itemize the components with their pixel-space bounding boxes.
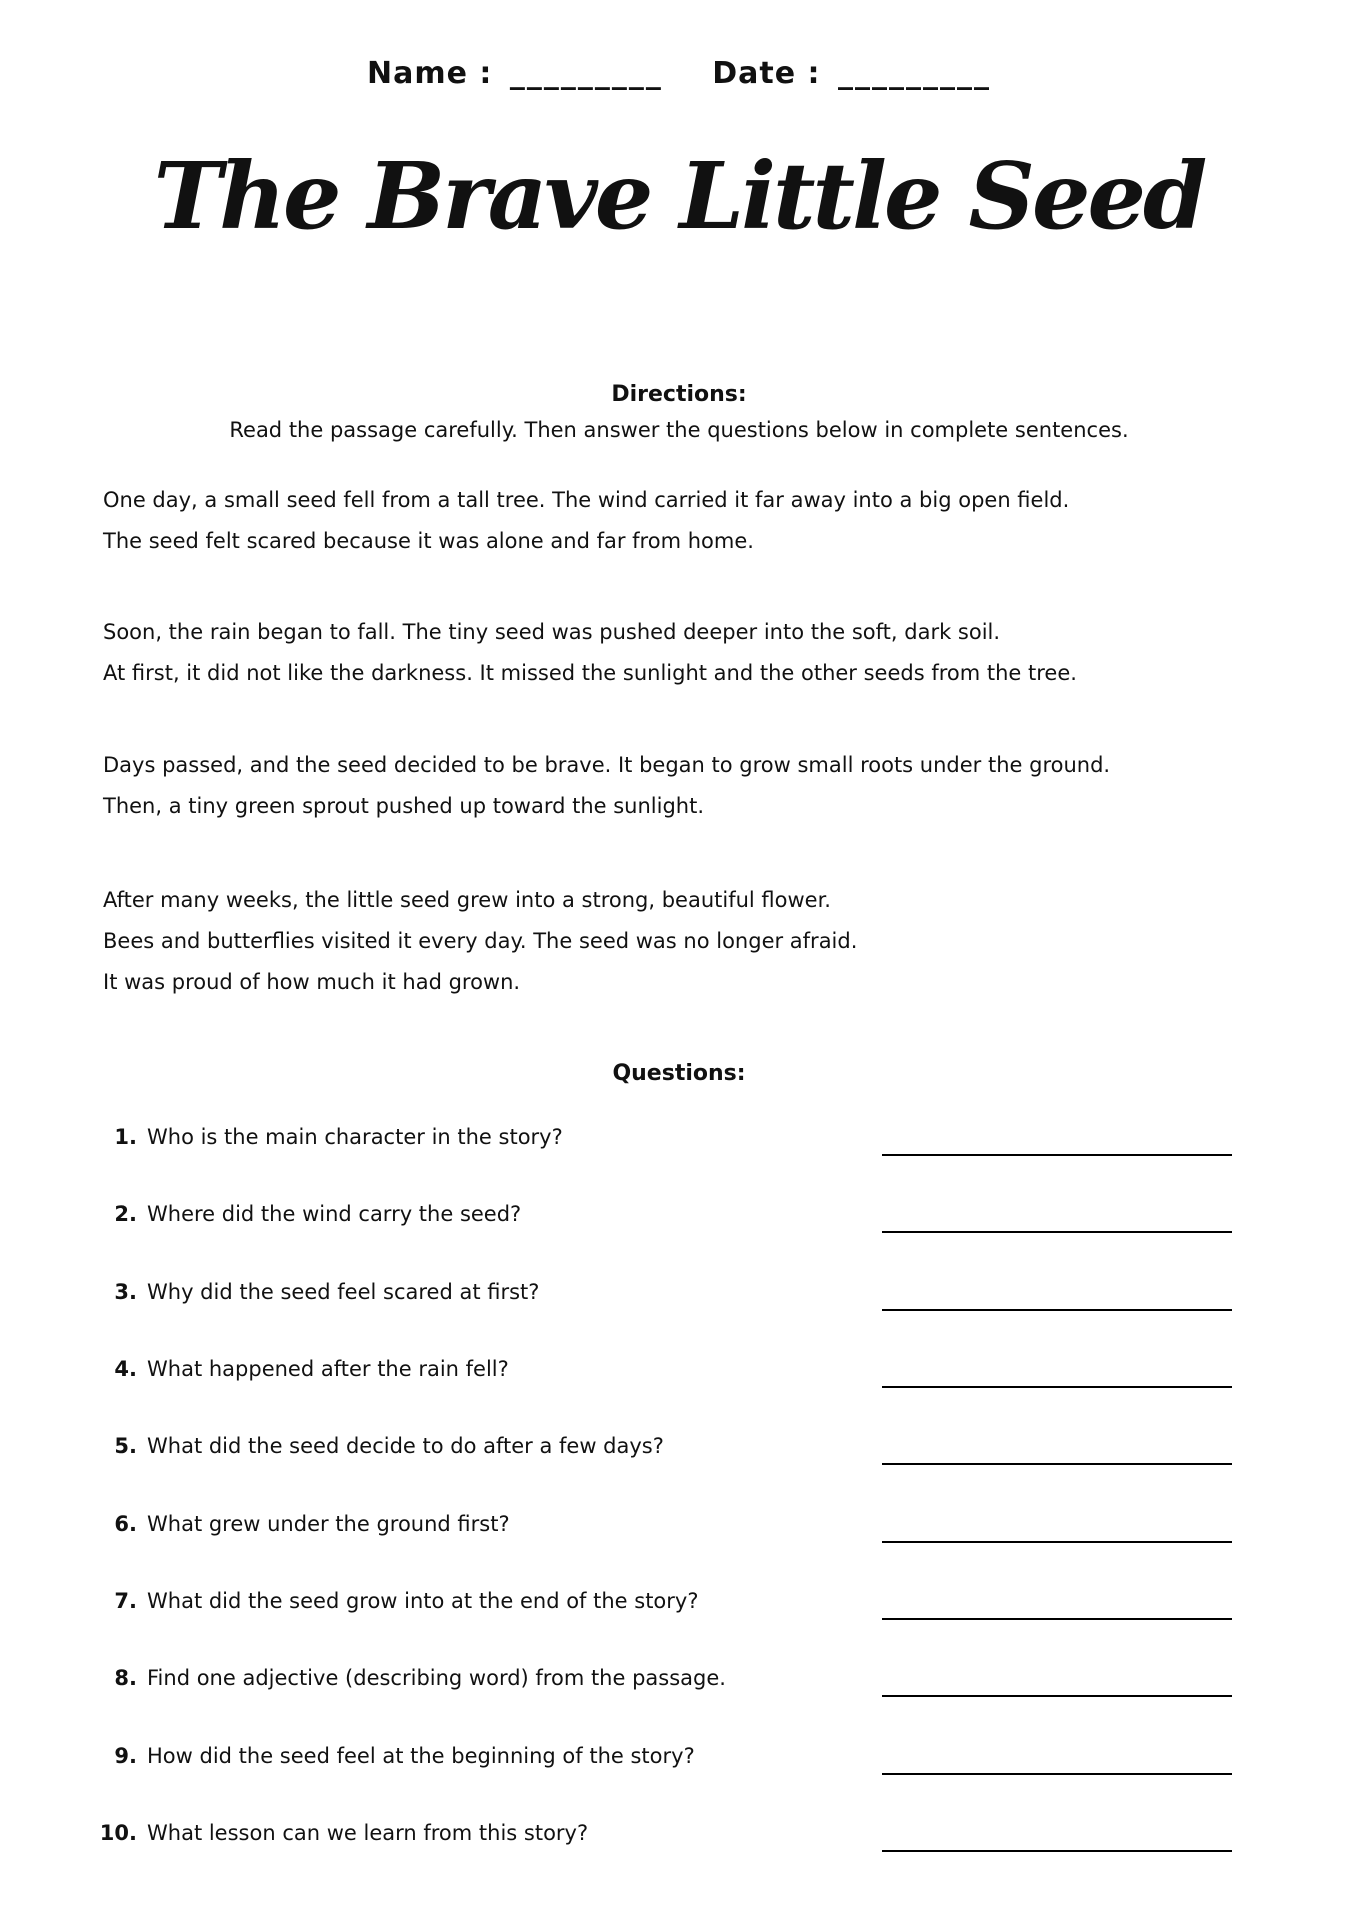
question-number: 7.	[114, 1589, 137, 1613]
passage-line: One day, a small seed fell from a tall tree. The wind carried it far away into a big open field.	[103, 488, 1070, 512]
question-text: How did the seed feel at the beginning of the story?	[147, 1744, 695, 1768]
passage-paragraph	[103, 880, 857, 1003]
question-row	[0, 1821, 1358, 1865]
question-row	[0, 1666, 1358, 1710]
question-number: 3.	[114, 1280, 137, 1304]
passage-line: It was proud of how much it had grown.	[103, 970, 521, 994]
passage-line: Days passed, and the seed decided to be brave. It began to grow small roots under the ground.	[103, 753, 1111, 777]
answer-line[interactable]	[882, 1386, 1232, 1388]
question-number: 5.	[114, 1434, 137, 1458]
passage-paragraph	[103, 480, 1069, 562]
questions-heading: Questions:	[612, 1061, 746, 1086]
question-number: 1.	[114, 1125, 137, 1149]
question-number: 9.	[114, 1744, 137, 1768]
question-row	[0, 1357, 1358, 1401]
answer-line[interactable]	[882, 1695, 1232, 1697]
passage-paragraph	[103, 745, 1110, 827]
answer-line[interactable]	[882, 1850, 1232, 1852]
passage-line: The seed felt scared because it was alone and far from home.	[103, 529, 754, 553]
question-text: Who is the main character in the story?	[147, 1125, 563, 1149]
date-blank[interactable]: _________	[838, 56, 992, 91]
question-number: 10.	[99, 1821, 137, 1845]
name-blank[interactable]: _________	[509, 56, 663, 91]
passage-paragraph	[103, 612, 1077, 694]
question-number: 2.	[114, 1202, 137, 1226]
question-text: What happened after the rain fell?	[147, 1357, 509, 1381]
question-row	[0, 1280, 1358, 1324]
question-row	[0, 1202, 1358, 1246]
question-row	[0, 1589, 1358, 1633]
answer-line[interactable]	[882, 1463, 1232, 1465]
answer-line[interactable]	[882, 1773, 1232, 1775]
date-label: Date :	[712, 56, 821, 91]
answer-line[interactable]	[882, 1154, 1232, 1156]
answer-line[interactable]	[882, 1618, 1232, 1620]
question-text: What lesson can we learn from this story?	[147, 1821, 589, 1845]
question-number: 8.	[114, 1666, 137, 1690]
question-text: Find one adjective (describing word) from the passage.	[147, 1666, 726, 1690]
question-row	[0, 1125, 1358, 1169]
question-text: Why did the seed feel scared at first?	[147, 1280, 540, 1304]
answer-line[interactable]	[882, 1231, 1232, 1233]
question-text: What did the seed grow into at the end of the story?	[147, 1589, 699, 1613]
passage-line: Bees and butterflies visited it every day. The seed was no longer afraid.	[103, 929, 858, 953]
question-number: 4.	[114, 1357, 137, 1381]
passage-line: Then, a tiny green sprout pushed up toward the sunlight.	[103, 794, 705, 818]
question-text: What did the seed decide to do after a few days?	[147, 1434, 664, 1458]
passage-line: After many weeks, the little seed grew into a strong, beautiful flower.	[103, 888, 831, 912]
question-number: 6.	[114, 1512, 137, 1536]
answer-line[interactable]	[882, 1309, 1232, 1311]
passage-line: At first, it did not like the darkness. It missed the sunlight and the other seeds from the tree.	[103, 661, 1077, 685]
directions-text: Read the passage carefully. Then answer the questions below in complete sentences.	[229, 418, 1129, 442]
question-text: Where did the wind carry the seed?	[147, 1202, 522, 1226]
directions-heading: Directions:	[611, 382, 747, 407]
worksheet-title: The Brave Little Seed	[153, 142, 1205, 250]
answer-line[interactable]	[882, 1541, 1232, 1543]
question-row	[0, 1744, 1358, 1788]
passage-line: Soon, the rain began to fall. The tiny seed was pushed deeper into the soft, dark soil.	[103, 620, 1001, 644]
question-text: What grew under the ground first?	[147, 1512, 510, 1536]
name-date-row	[0, 56, 1358, 91]
name-label: Name :	[366, 56, 493, 91]
question-row	[0, 1434, 1358, 1478]
question-row	[0, 1512, 1358, 1556]
